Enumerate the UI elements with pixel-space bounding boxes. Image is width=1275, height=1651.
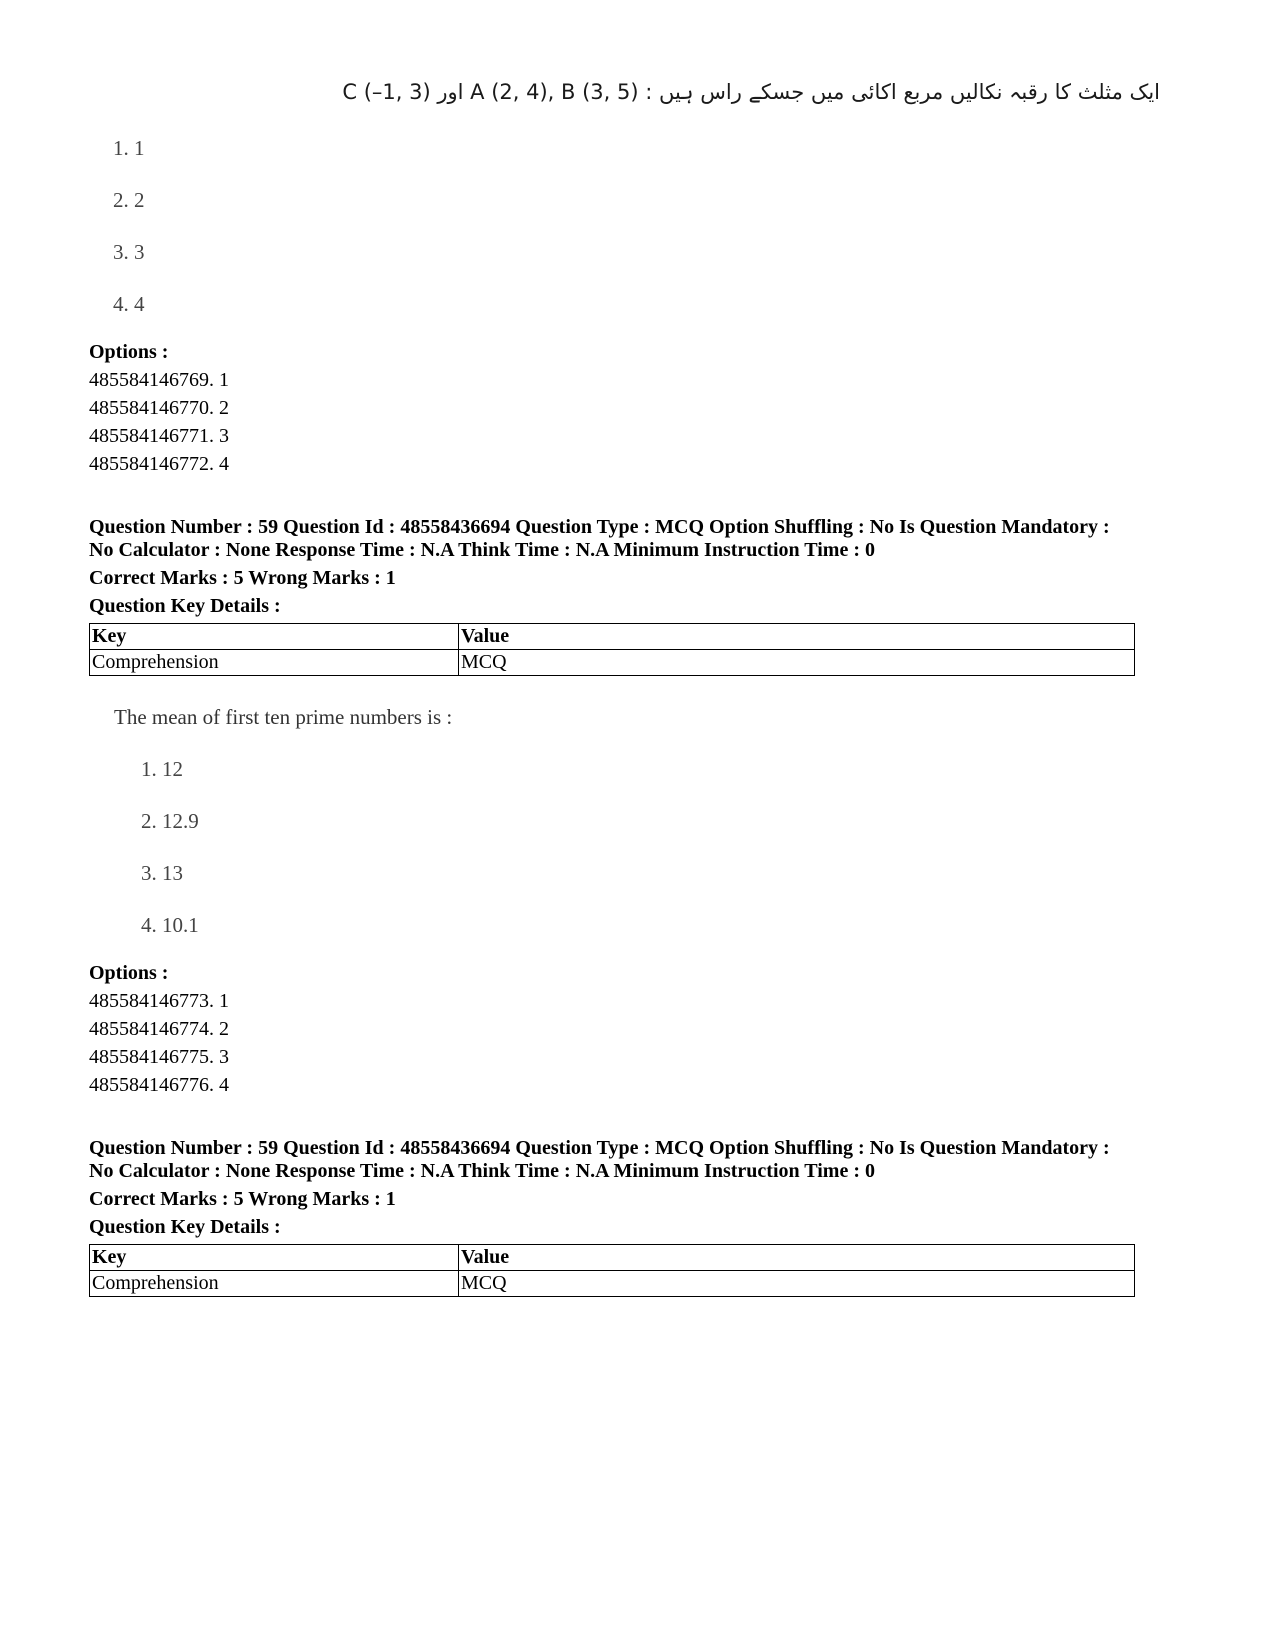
q1-choice-2: 2. 12.9 [141, 809, 199, 833]
q1-choice-3: 3. 13 [141, 861, 183, 885]
q1-meta-line-2: No Calculator : None Response Time : N.A Think Time : N.A Minimum Instruction Time : 0 [89, 539, 875, 561]
table-row [90, 650, 1135, 676]
q1-option-1: 485584146773. 1 [89, 990, 229, 1012]
q1-option-2: 485584146774. 2 [89, 1018, 229, 1040]
q2-meta-line-2: No Calculator : None Response Time : N.A Think Time : N.A Minimum Instruction Time : 0 [89, 1160, 875, 1182]
table-row [90, 1271, 1135, 1297]
q2-meta-line-1: Question Number : 59 Question Id : 48558436694 Question Type : MCQ Option Shuffling : No Is Question Mandatory : [89, 1137, 1110, 1159]
q2-marks: Correct Marks : 5 Wrong Marks : 1 [89, 1188, 396, 1210]
q1-meta-line-1: Question Number : 59 Question Id : 48558436694 Question Type : MCQ Option Shuffling : No Is Question Mandatory : [89, 516, 1110, 538]
q1-choice-4: 4. 10.1 [141, 913, 199, 937]
q1-key-header-cell: Key [90, 624, 459, 650]
q1-value-header-cell: Value [459, 624, 1135, 650]
prev-choice-1: 1. 1 [113, 136, 145, 160]
q1-value-cell: MCQ [459, 650, 1135, 676]
q1-option-4: 485584146776. 4 [89, 1074, 229, 1096]
prev-option-4: 485584146772. 4 [89, 453, 229, 475]
prev-choice-2: 2. 2 [113, 188, 145, 212]
q2-value-header-cell: Value [459, 1245, 1135, 1271]
q1-key-details-title: Question Key Details : [89, 595, 281, 617]
prev-option-1: 485584146769. 1 [89, 369, 229, 391]
q1-key-table [89, 623, 1135, 676]
q1-key-cell: Comprehension [90, 650, 459, 676]
q1-option-3: 485584146775. 3 [89, 1046, 229, 1068]
q1-question-text: The mean of first ten prime numbers is : [114, 705, 453, 729]
prev-choice-3: 3. 3 [113, 240, 145, 264]
q1-choice-1: 1. 12 [141, 757, 183, 781]
q2-key-details-title: Question Key Details : [89, 1216, 281, 1238]
q2-key-table [89, 1244, 1135, 1297]
prev-option-3: 485584146771. 3 [89, 425, 229, 447]
q2-key-header-cell: Key [90, 1245, 459, 1271]
prev-option-2: 485584146770. 2 [89, 397, 229, 419]
q2-key-table-header [90, 1245, 1135, 1271]
urdu-question-text: ایک مثلث کا رقبہ نکالیں مربع اکائی میں جسکے راس ہیں : A (2, 4), B (3, 5) اور C (–1, 3) [342, 80, 1160, 104]
q2-value-cell: MCQ [459, 1271, 1135, 1297]
prev-options-title: Options : [89, 341, 169, 363]
q1-key-table-header [90, 624, 1135, 650]
q1-marks: Correct Marks : 5 Wrong Marks : 1 [89, 567, 396, 589]
prev-choice-4: 4. 4 [113, 292, 145, 316]
q1-options-title: Options : [89, 962, 169, 984]
q2-key-cell: Comprehension [90, 1271, 459, 1297]
